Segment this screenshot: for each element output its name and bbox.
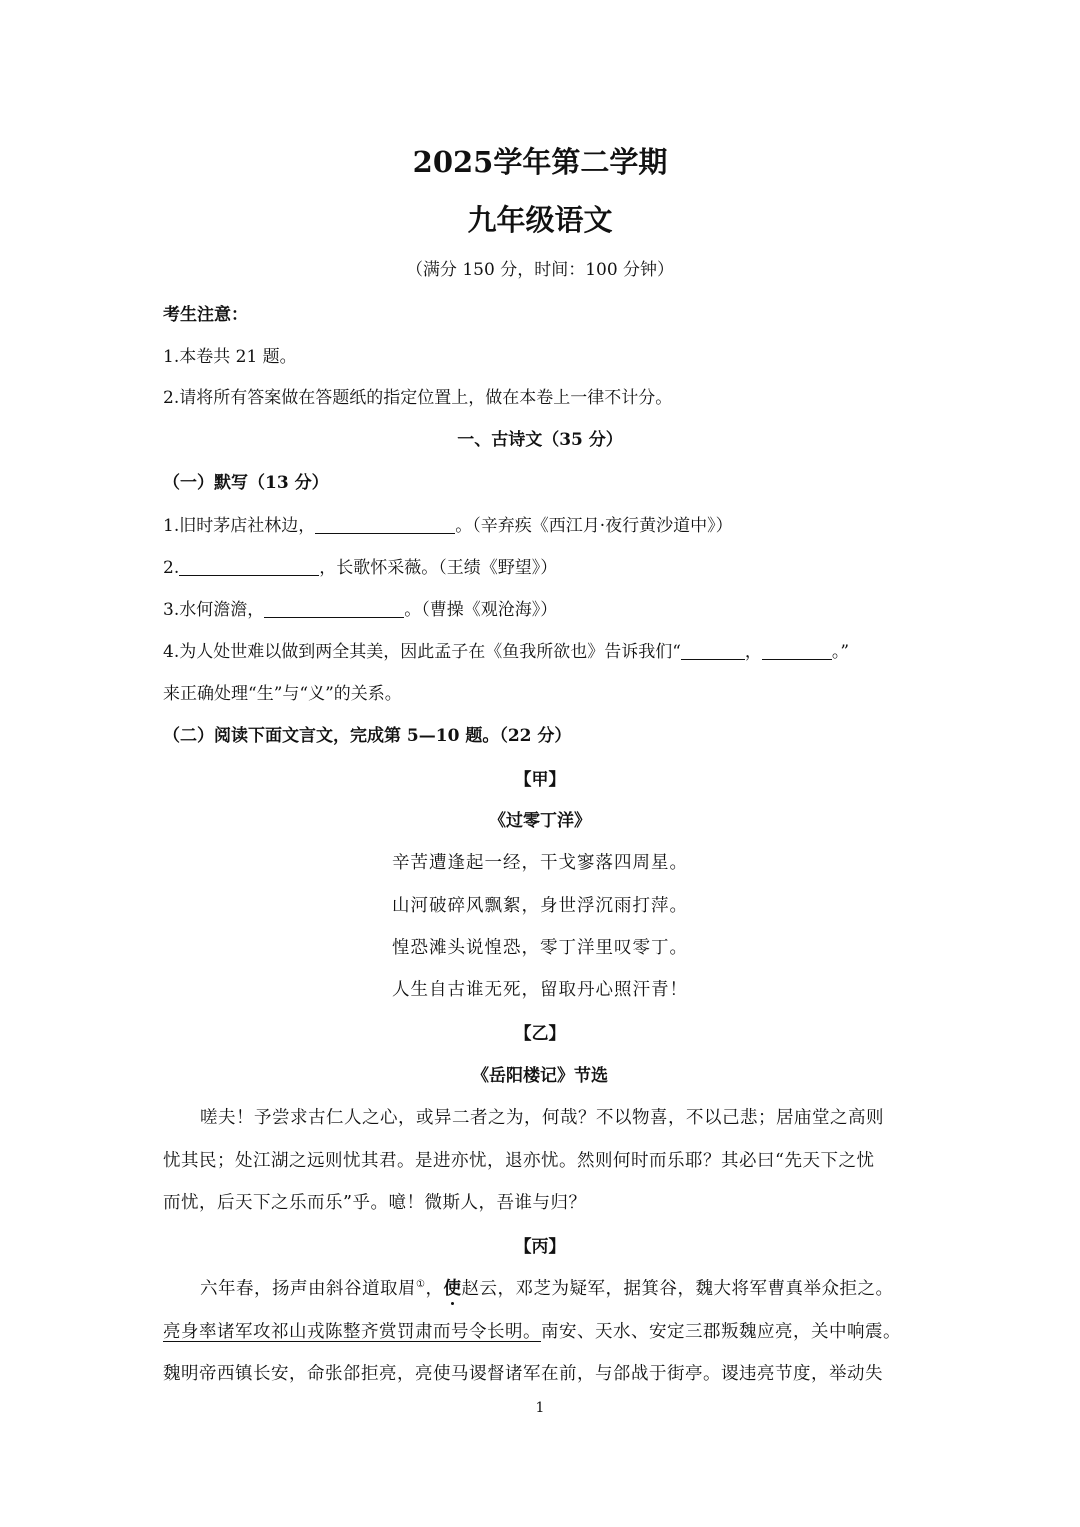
prose-line [200,1275,893,1300]
question-1-text: 1.旧时茅店社林边， [163,516,316,536]
question-1 [163,511,733,536]
exam-subject-title: 九年级语文 [467,203,613,237]
question-2-number: 2. [163,558,180,578]
prose-line [163,1318,901,1343]
question-1-source: 。（辛弃疾《西江月·夜行黄沙道中》） [455,516,733,536]
footnote-marker: ① [416,1279,426,1291]
answer-blank [315,515,455,534]
question-3-text: 3.水何澹澹， [163,600,265,620]
prose-text: 南安、天水、安定三郡叛魏应亮，关中响震。 [541,1322,901,1342]
passage-label-jia: 【甲】 [514,770,566,790]
question-4-line-2: 来正确处理“生”与“义”的关系。 [163,684,402,704]
passage-title-yi: 《岳阳楼记》节选 [472,1066,608,1086]
score-time-info: （满分 150 分，时间：100 分钟） [405,260,675,280]
exam-term-title: 2025学年第二学期 [412,145,668,179]
question-4-end: 。” [831,642,850,662]
answer-blank [681,641,745,660]
question-4 [163,637,849,662]
passage-label-yi: 【乙】 [514,1024,566,1044]
notice-item-1: 1.本卷共 21 题。 [163,347,297,367]
prose-line: 忧其民；处江湖之远则忧其君。是进亦忧，退亦忧。然则何时而乐耶？其必曰“先天下之忧 [163,1151,875,1171]
question-2-text: ，长歌怀采薇。（王绩《野望》） [319,558,558,578]
underlined-sentence: 亮身率诸军攻祁山戎陈整齐赏罚肃而号令长明。 [163,1322,541,1342]
passage-label-bing: 【丙】 [514,1237,566,1257]
prose-text: 赵云，邓芝为疑军，据箕谷，魏大将军曹真举众拒之。 [461,1279,894,1299]
prose-text: ， [425,1279,444,1299]
passage-title-jia: 《过零丁洋》 [489,811,591,831]
question-2 [163,553,557,578]
prose-line: 而忧，后天下之乐而乐”乎。噫！微斯人，吾谁与归？ [163,1193,587,1213]
poem-line: 山河破碎风飘絮，身世浮沉雨打萍。 [392,896,688,916]
poem-line: 人生自古谁无死，留取丹心照汗青！ [392,980,688,1000]
prose-line: 魏明帝西镇长安，命张郃拒亮，亮使马谡督诸军在前，与郃战于街亭。谡违亮节度，举动失 [163,1364,883,1384]
prose-line: 嗟夫！予尝求古仁人之心，或异二者之为，何哉？不以物喜，不以己悲；居庙堂之高则 [200,1108,884,1128]
question-3-source: 。（曹操《观沧海》） [404,600,558,620]
prose-text: 六年春，扬声由斜谷道取眉 [200,1279,416,1299]
answer-blank [179,557,319,576]
answer-blank [762,641,832,660]
part-title-dictation: （一）默写（13 分） [163,473,329,493]
section-title-classical: 一、古诗文（35 分） [457,430,623,450]
notice-item-2: 2.请将所有答案做在答题纸的指定位置上，做在本卷上一律不计分。 [163,388,673,408]
answer-blank [264,599,404,618]
poem-line: 惶恐滩头说惶恐，零丁洋里叹零丁。 [392,938,688,958]
question-4-comma: ， [744,642,762,662]
part-title-reading: （二）阅读下面文言文，完成第 5—10 题。（22 分） [163,726,572,746]
page-number: 1 [535,1400,545,1416]
notice-heading: 考生注意： [163,305,248,325]
dotted-keyword: 使 [443,1279,462,1299]
poem-line: 辛苦遭逢起一经，干戈寥落四周星。 [392,853,688,873]
question-3 [163,595,557,620]
question-4-text: 4.为人处世难以做到两全其美，因此孟子在《鱼我所欲也》告诉我们“ [163,642,681,662]
